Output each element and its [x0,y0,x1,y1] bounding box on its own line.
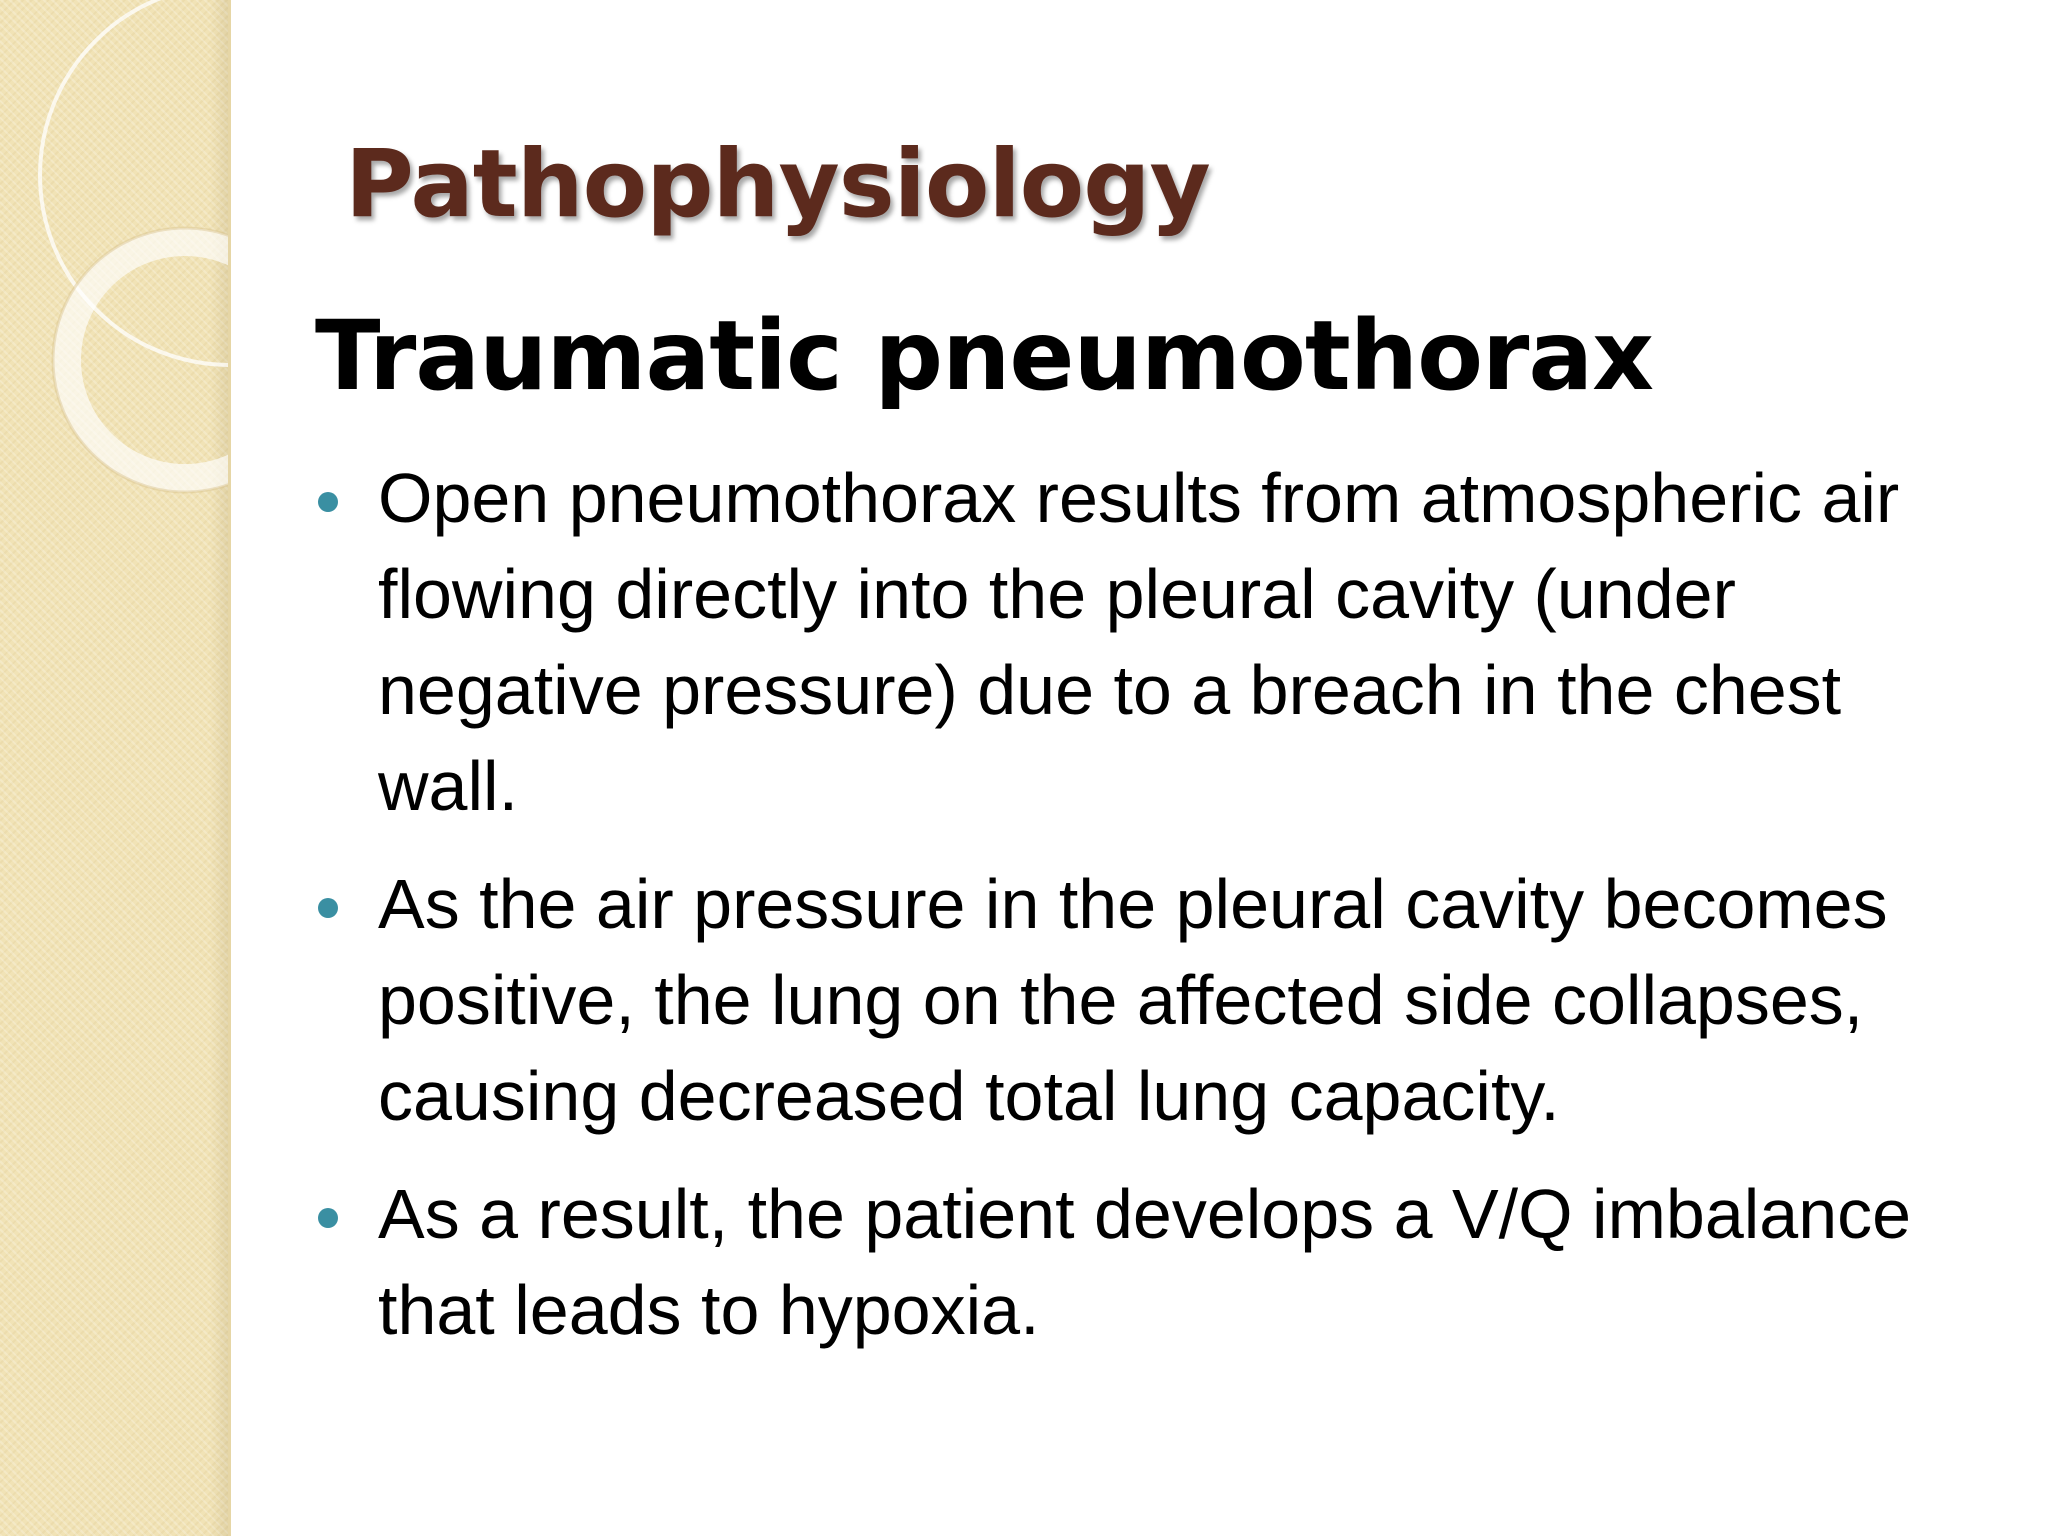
bullet-list [318,450,1998,1380]
slide-title: Pathophysiology [345,130,1210,239]
slide-subtitle: Traumatic pneumothorax [315,300,1654,412]
bullet-dot-icon [318,898,338,918]
bullet-text: As the air pressure in the pleural cavity becomes positive, the lung on the affected side collapses, causing decreased total lung capacity. [378,865,1888,1135]
decorative-rings [0,0,228,520]
rings-graphic [0,0,228,520]
bullet-text: As a result, the patient develops a V/Q imbalance that leads to hypoxia. [378,1175,1912,1349]
list-item [318,450,1998,834]
bullet-dot-icon [318,492,338,512]
list-item [318,856,1998,1144]
bullet-dot-icon [318,1208,338,1228]
list-item [318,1166,1998,1358]
bullet-text: Open pneumothorax results from atmospheric air flowing directly into the pleural cavity (under negative pressure) due to a breach in the chest wall. [378,459,1900,825]
thick-ring [67,242,228,478]
